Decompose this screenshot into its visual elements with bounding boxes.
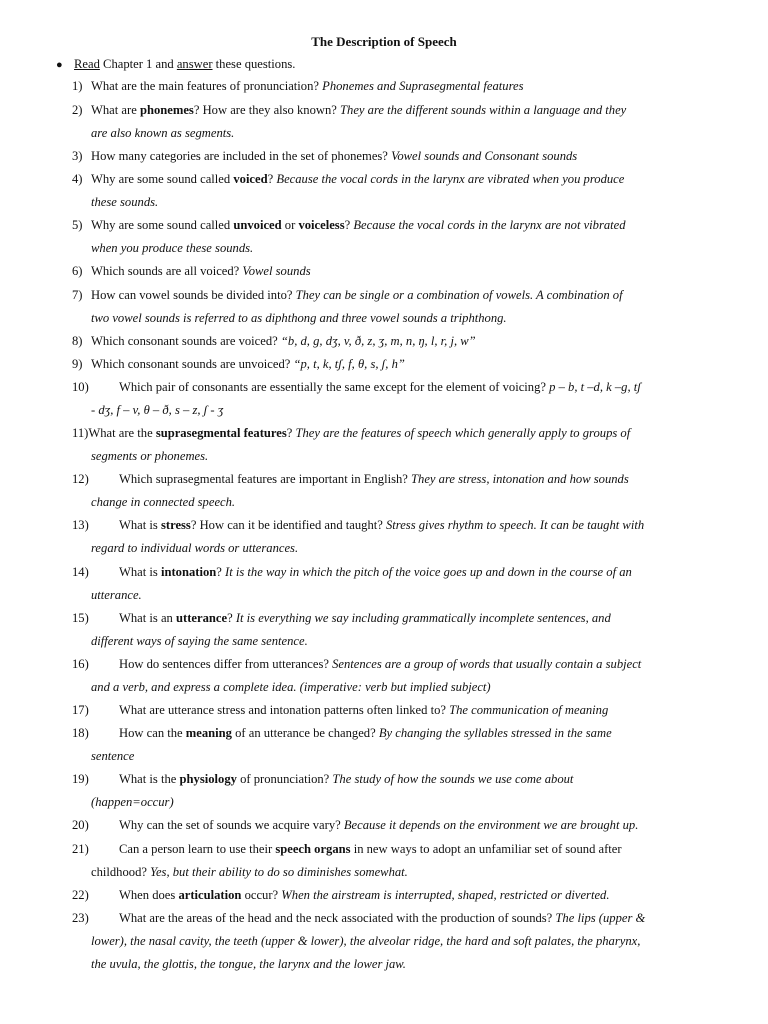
- answer-text: When the airstream is interrupted, shaped, restricted or diverted.: [281, 888, 610, 902]
- question-text: ?: [267, 172, 277, 186]
- question-text: What are: [91, 103, 140, 117]
- question-text: Why can the set of sounds we acquire vary?: [119, 818, 344, 832]
- intro-answer: answer: [176, 57, 213, 71]
- answer-text: They are the different sounds within a language and they: [340, 103, 627, 117]
- question-text: Which pair of consonants are essentially the same except for the element of voicing?: [119, 380, 550, 394]
- answer-text: Sentences are a group of words that usually contain a subject: [332, 657, 642, 671]
- question-number: 14): [72, 565, 89, 579]
- question-text: What are the areas of the head and the neck associated with the production of sounds?: [119, 911, 556, 925]
- question-number: 9): [72, 357, 83, 371]
- answer-text-cont: when you produce these sounds.: [91, 241, 254, 255]
- question-text: ?: [344, 218, 354, 232]
- answer-text: It is everything we say including grammatically incomplete sentences, and: [235, 611, 611, 625]
- question-text: How do sentences differ from utterances?: [119, 657, 333, 671]
- answer-text-cont: different ways of saying the same sentence.: [91, 634, 308, 648]
- question-number: 18): [72, 726, 89, 740]
- key-term: phonemes: [139, 103, 194, 117]
- key-term: suprasegmental features: [155, 426, 287, 440]
- question-text: Which consonant sounds are voiced?: [91, 334, 281, 348]
- question-13: [72, 514, 712, 560]
- answer-text: “b, d, g, dʒ, v, ð, z, ʒ, m, n, ŋ, l, r, j, w”: [280, 334, 476, 348]
- question-number: 1): [72, 79, 83, 93]
- question-22: [72, 884, 712, 907]
- question-number: 19): [72, 772, 89, 786]
- question-number: 8): [72, 334, 83, 348]
- question-number: 13): [72, 518, 89, 532]
- question-text: of an utterance be changed?: [231, 726, 379, 740]
- question-text: of pronunciation?: [236, 772, 333, 786]
- answer-text-cont: (happen=occur): [91, 795, 174, 809]
- intro-mid: Chapter 1 and: [99, 57, 177, 71]
- question-text: What is the: [119, 772, 180, 786]
- question-text: What is an: [119, 611, 177, 625]
- question-3: [72, 145, 712, 168]
- question-number: 17): [72, 703, 89, 717]
- answer-text: Because the vocal cords in the larynx are not vibrated: [353, 218, 626, 232]
- question-number: 16): [72, 657, 89, 671]
- question-text: occur?: [241, 888, 282, 902]
- question-number: 10): [72, 380, 89, 394]
- question-19: [72, 768, 712, 814]
- question-7: [72, 284, 712, 330]
- question-number: 15): [72, 611, 89, 625]
- question-text: ? How are they also known?: [193, 103, 341, 117]
- question-number: 22): [72, 888, 89, 902]
- key-term: utterance: [176, 611, 228, 625]
- answer-text-cont: regard to individual words or utterances.: [91, 541, 299, 555]
- answer-text-cont: the uvula, the glottis, the tongue, the larynx and the lower jaw.: [91, 957, 406, 971]
- question-1: [72, 75, 712, 98]
- question-text: Why are some sound called: [91, 172, 234, 186]
- question-text: What are the main features of pronunciation?: [91, 79, 323, 93]
- answer-text: Phonemes and Suprasegmental features: [322, 79, 524, 93]
- question-text: Which suprasegmental features are important in English?: [119, 472, 412, 486]
- question-text: How can vowel sounds be divided into?: [91, 288, 296, 302]
- question-text: ?: [227, 611, 236, 625]
- answer-text: It is the way in which the pitch of the voice goes up and down in the course of an: [225, 565, 632, 579]
- answer-text: The lips (upper &: [555, 911, 646, 925]
- answer-text: Yes, but their ability to do so diminishes somewhat.: [150, 865, 408, 879]
- question-text: What are the: [88, 426, 156, 440]
- page-title: The Description of Speech: [311, 34, 457, 49]
- answer-text: Vowel sounds: [242, 264, 311, 278]
- question-number: 23): [72, 911, 89, 925]
- key-term: physiology: [179, 772, 237, 786]
- question-text: ? How can it be identified and taught?: [190, 518, 386, 532]
- answer-text: “p, t, k, tʃ, f, θ, s, ʃ, h”: [293, 357, 405, 371]
- question-text: What are utterance stress and intonation patterns often linked to?: [119, 703, 450, 717]
- question-text: What is: [119, 565, 161, 579]
- answer-text-cont: utterance.: [91, 588, 142, 602]
- answer-text: They are stress, intonation and how sounds: [411, 472, 629, 486]
- question-number: 11): [72, 426, 89, 440]
- question-16: [72, 653, 712, 699]
- question-text: How many categories are included in the set of phonemes?: [91, 149, 392, 163]
- question-12: [72, 468, 712, 514]
- question-text: Can a person learn to use their: [119, 842, 276, 856]
- answer-text-cont: sentence: [91, 749, 135, 763]
- question-21: [72, 838, 712, 884]
- intro-line: [56, 57, 295, 72]
- question-text: Why are some sound called: [91, 218, 234, 232]
- question-number: 7): [72, 288, 83, 302]
- question-text: ?: [216, 565, 226, 579]
- key-term: stress: [160, 518, 191, 532]
- question-number: 3): [72, 149, 83, 163]
- question-11: [72, 422, 712, 468]
- key-term: voiceless: [298, 218, 345, 232]
- answer-text: They can be single or a combination of vowels. A combination of: [295, 288, 623, 302]
- question-20: [72, 814, 712, 837]
- question-6: [72, 260, 712, 283]
- answer-text: The communication of meaning: [449, 703, 609, 717]
- question-text: What is: [119, 518, 161, 532]
- question-text: When does: [119, 888, 179, 902]
- intro-end: these questions.: [212, 57, 296, 71]
- question-14: [72, 561, 712, 607]
- answer-text-cont: and a verb, and express a complete idea. (imperative: verb but implied subject): [91, 680, 491, 694]
- answer-text: They are the features of speech which generally apply to groups of: [295, 426, 631, 440]
- question-text: Which consonant sounds are unvoiced?: [91, 357, 294, 371]
- question-number: 5): [72, 218, 83, 232]
- question-23: [72, 907, 722, 976]
- key-term: articulation: [178, 888, 242, 902]
- answer-text: p – b, t –d, k –g, tʃ: [549, 380, 641, 394]
- answer-text: By changing the syllables stressed in the same: [378, 726, 612, 740]
- key-term: unvoiced: [233, 218, 282, 232]
- question-text: childhood?: [91, 865, 151, 879]
- key-term: voiced: [233, 172, 268, 186]
- key-term: speech organs: [275, 842, 351, 856]
- answer-text: Stress gives rhythm to speech. It can be taught with: [385, 518, 645, 532]
- question-number: 20): [72, 818, 89, 832]
- question-15: [72, 607, 712, 653]
- answer-text: Vowel sounds and Consonant sounds: [391, 149, 578, 163]
- question-2: [72, 99, 712, 145]
- question-17: [72, 699, 712, 722]
- answer-text-cont: - dʒ, f – v, θ – ð, s – z, ʃ - ʒ: [91, 403, 224, 417]
- key-term: intonation: [160, 565, 217, 579]
- question-number: 4): [72, 172, 83, 186]
- intro-read: Read: [74, 57, 100, 71]
- question-number: 6): [72, 264, 83, 278]
- question-number: 21): [72, 842, 89, 856]
- question-number: 12): [72, 472, 89, 486]
- answer-text: Because the vocal cords in the larynx are vibrated when you produce: [276, 172, 625, 186]
- answer-text-cont: these sounds.: [91, 195, 159, 209]
- question-text: How can the: [119, 726, 186, 740]
- question-text: in new ways to adopt an unfamiliar set of sound after: [350, 842, 622, 856]
- answer-text-cont: segments or phonemes.: [91, 449, 209, 463]
- answer-text: The study of how the sounds we use come about: [332, 772, 574, 786]
- question-text-cont: [72, 861, 712, 884]
- question-8: [72, 330, 712, 353]
- question-18: [72, 722, 712, 768]
- question-4: [72, 168, 712, 214]
- answer-text-cont: two vowel sounds is referred to as diphthong and three vowel sounds a triphthong.: [91, 311, 507, 325]
- answer-text: Because it depends on the environment we are brought up.: [343, 818, 639, 832]
- answer-text-cont: are also known as segments.: [91, 126, 235, 140]
- question-10: [72, 376, 712, 422]
- question-9: [72, 353, 712, 376]
- bullet-icon: ●: [56, 59, 63, 71]
- answer-text-cont: lower), the nasal cavity, the teeth (upper & lower), the alveolar ridge, the hard and soft palates, the pharynx,: [91, 934, 641, 948]
- question-5: [72, 214, 712, 260]
- question-text: or: [281, 218, 299, 232]
- question-text: ?: [286, 426, 296, 440]
- question-number: 2): [72, 103, 83, 117]
- answer-text-cont: change in connected speech.: [91, 495, 236, 509]
- question-text: Which sounds are all voiced?: [91, 264, 243, 278]
- key-term: meaning: [185, 726, 232, 740]
